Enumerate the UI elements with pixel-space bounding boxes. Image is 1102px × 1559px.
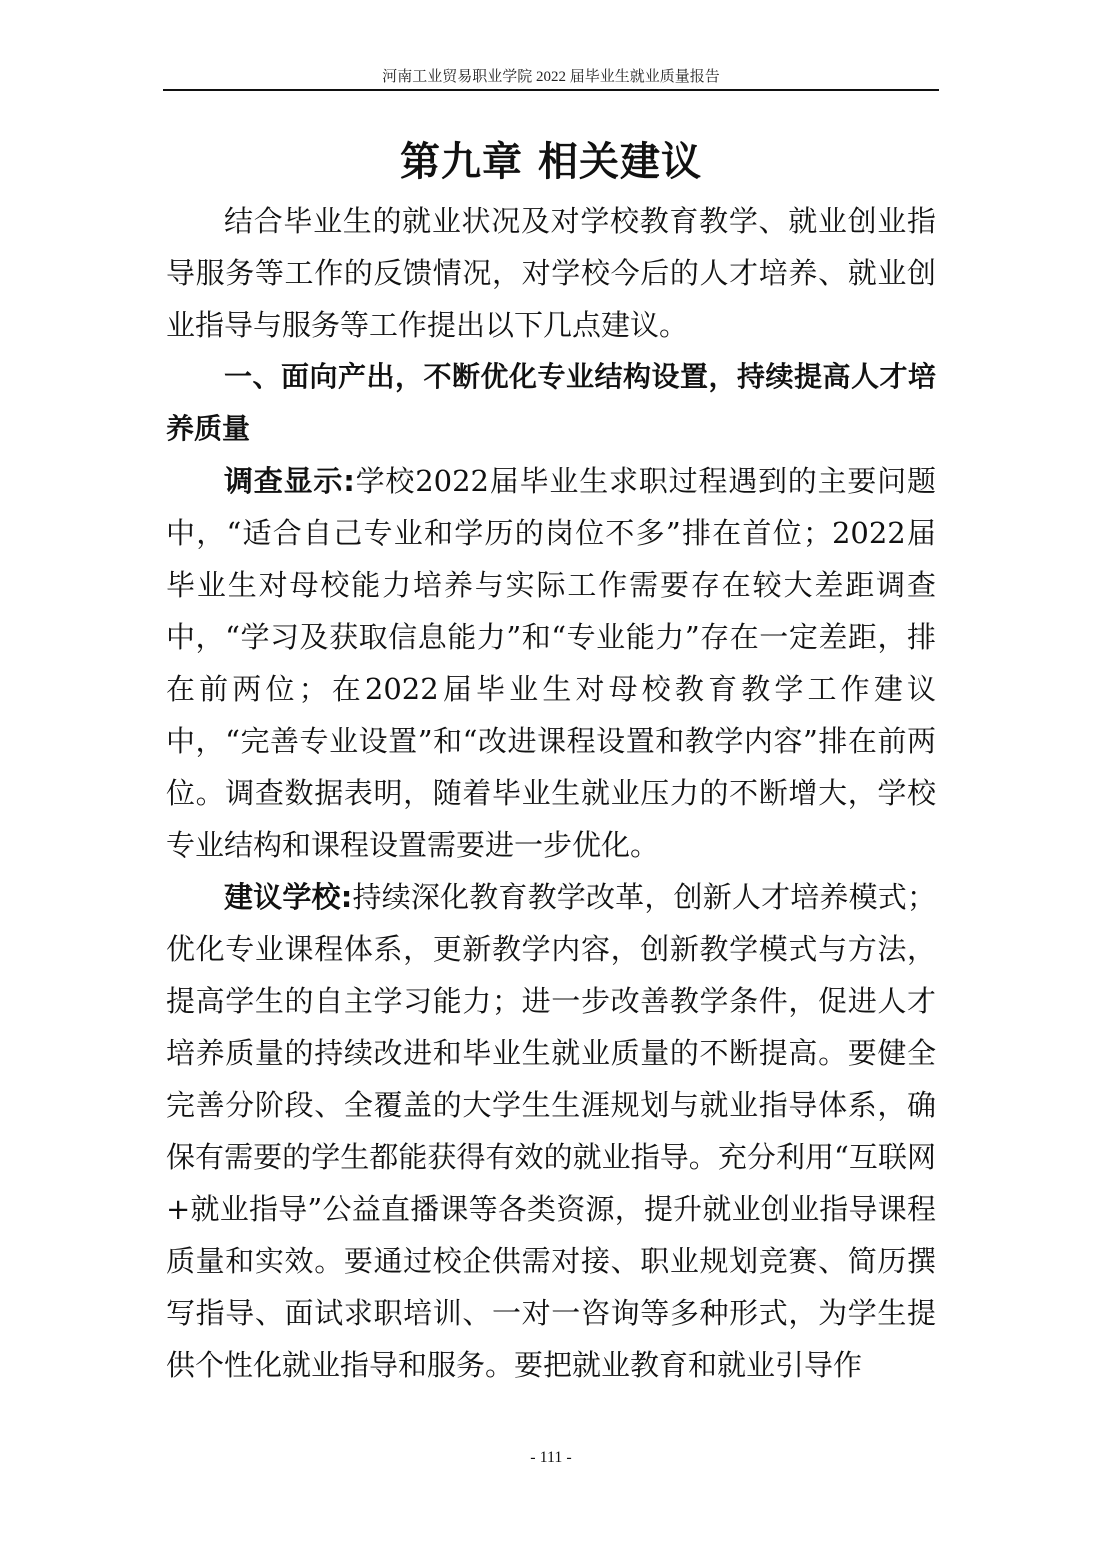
page-number: - 111 - <box>530 1449 572 1466</box>
suggestion-lead-label: 建议学校: <box>224 880 353 914</box>
header-rule <box>163 89 939 91</box>
suggestion-paragraph <box>166 871 936 1391</box>
suggestion-text: 持续深化教育教学改革，创新人才培养模式；优化专业课程体系，更新教学内容，创新教学模式与方法，提高学生的自主学习能力；进一步改善教学条件，促进人才培养质量的持续改进和毕业生就业质量的不断提高。要健全完善分阶段、全覆盖的大学生生涯规划与就业指导体系，确保有需要的学生都能获得有效的就业指导。充分利用“互联网+就业指导”公益直播课等各类资源，提升就业创业指导课程质量和实效。要通过校企供需对接、职业规划竞赛、简历撰写指导、面试求职培训、一对一咨询等多种形式，为学生提供个性化就业指导和服务。要把就业教育和就业引导作 <box>166 880 936 1382</box>
survey-lead-label: 调查显示: <box>224 464 355 498</box>
running-header: 河南工业贸易职业学院 2022 届毕业生就业质量报告 <box>382 69 720 85</box>
body-text <box>166 195 936 1391</box>
intro-paragraph: 结合毕业生的就业状况及对学校教育教学、就业创业指导服务等工作的反馈情况，对学校今后的人才培养、就业创业指导与服务等工作提出以下几点建议。 <box>166 204 936 342</box>
survey-paragraph <box>166 455 936 871</box>
section-heading: 一、面向产出，不断优化专业结构设置，持续提高人才培养质量 <box>166 360 936 445</box>
chapter-title: 第九章 相关建议 <box>400 139 702 185</box>
survey-text: 学校2022届毕业生求职过程遇到的主要问题中，“适合自己专业和学历的岗位不多”排在首位；2022届毕业生对母校能力培养与实际工作需要存在较大差距调查中，“学习及获取信息能力”和“专业能力”存在一定差距，排在前两位；在2022届毕业生对母校教育教学工作建议中，“完善专业设置”和“改进课程设置和教学内容”排在前两位。调查数据表明，随着毕业生就业压力的不断增大，学校专业结构和课程设置需要进一步优化。 <box>166 464 936 862</box>
